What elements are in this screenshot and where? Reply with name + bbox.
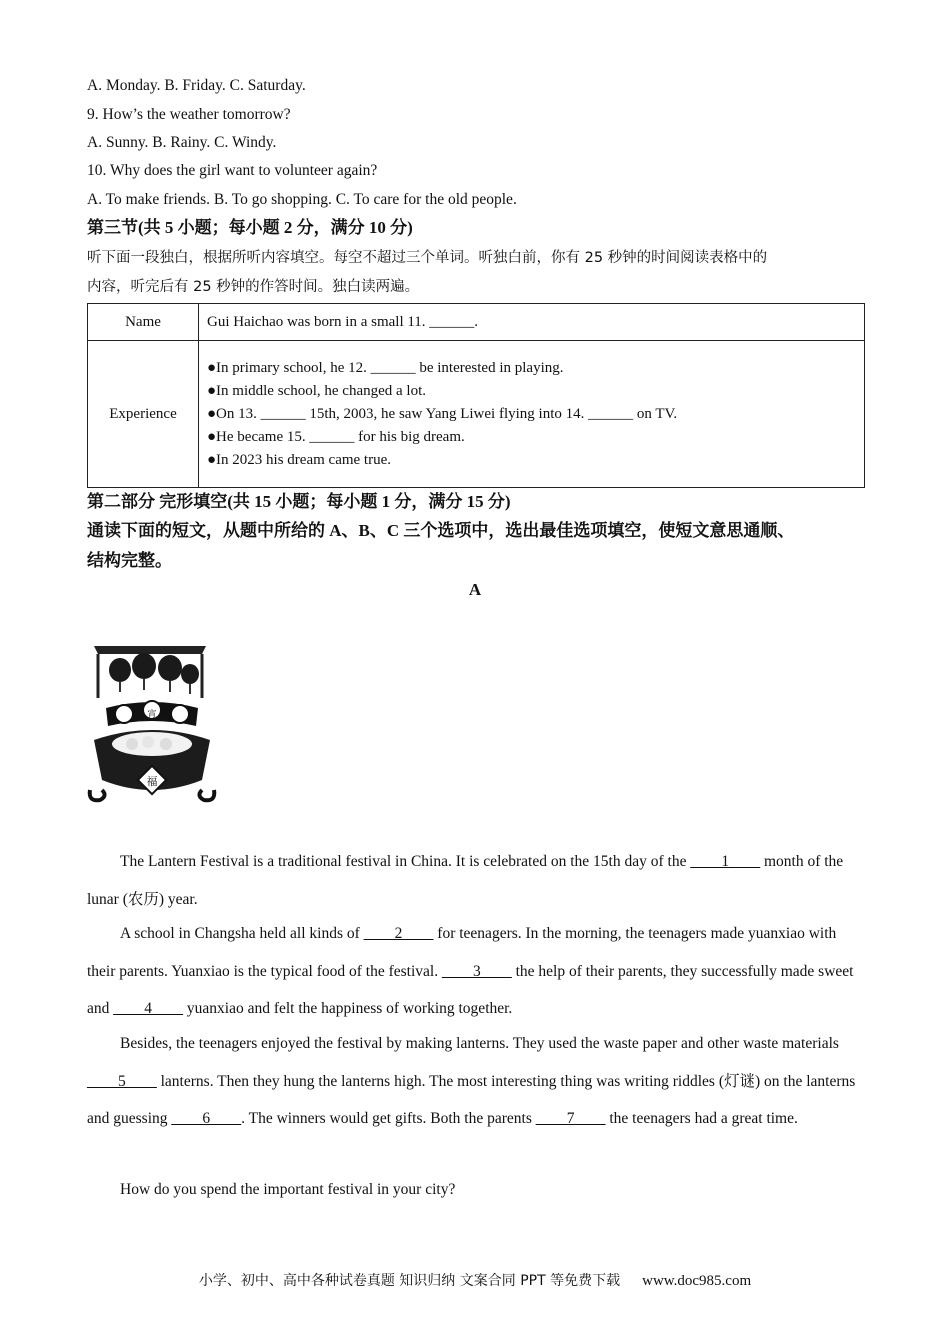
experience-line: ●On 13. ______ 15th, 2003, he saw Yang Liwei flying into 14. ______ on TV. bbox=[207, 405, 678, 422]
passage-text: How do you spend the important festival in your city? bbox=[120, 1181, 456, 1198]
passage-text: yuanxiao and felt the happiness of working together. bbox=[183, 1000, 513, 1017]
passage-text: . The winners would get gifts. Both the parents bbox=[241, 1110, 536, 1127]
passage-text: for teenagers. In the morning, the teenagers made yuanxiao with their parents. Yuanxiao is the typical food of the festival. bbox=[87, 925, 837, 980]
part2-instruction-2: 结构完整。 bbox=[87, 551, 172, 570]
section3-instruction-2: 内容，听完后有 25 秒钟的作答时间。独白读两遍。 bbox=[87, 279, 420, 295]
passage-text: Besides, the teenagers enjoyed the festival by making lanterns. They used the waste paper and other waste materials bbox=[120, 1035, 839, 1052]
section3-instruction-1: 听下面一段独白，根据所听内容填空。每空不超过三个单词。听独白前，你有 25 秒钟的时间阅读表格中的 bbox=[87, 250, 768, 266]
table-head-experience: Experience bbox=[88, 341, 199, 488]
table-cell-name: Gui Haichao was born in a small 11. ______. bbox=[199, 304, 865, 341]
passage-text: the teenagers had a great time. bbox=[605, 1110, 798, 1127]
passage-text: lanterns. Then they hung the lanterns high. The most interesting thing was writing riddles (灯谜) on the lanterns and guessing bbox=[87, 1072, 856, 1127]
part2-heading: 第二部分 完形填空(共 15 小题；每小题 1 分，满分 15 分) bbox=[87, 492, 511, 511]
section3-heading: 第三节(共 5 小题；每小题 2 分，满分 10 分) bbox=[87, 218, 413, 237]
blank-1: ____1____ bbox=[690, 853, 761, 870]
q9-options: A. Sunny. B. Rainy. C. Windy. bbox=[87, 134, 277, 151]
footer-text: 小学、初中、高中各种试卷真题 知识归纳 文案合同 PPT 等免费下载 bbox=[198, 1273, 621, 1289]
part2-instruction-1: 通读下面的短文，从题中所给的 A、B、C 三个选项中，选出最佳选项填空，使短文意思通顺、 bbox=[87, 521, 795, 540]
q9-question: 9. How’s the weather tomorrow? bbox=[87, 106, 291, 123]
q8-options: A. Monday. B. Friday. C. Saturday. bbox=[87, 77, 306, 94]
blank-7: ____7____ bbox=[535, 1110, 606, 1127]
q10-options: A. To make friends. B. To go shopping. C. To care for the old people. bbox=[87, 191, 517, 208]
passage-text: month of the lunar (农历) year. bbox=[87, 853, 844, 908]
passage-text: the help of their parents, they successfully made sweet and bbox=[87, 962, 854, 1017]
experience-line: ●In middle school, he changed a lot. bbox=[207, 382, 427, 399]
passage-text: A school in Changsha held all kinds of bbox=[120, 925, 364, 942]
blank-2: ____2____ bbox=[363, 925, 434, 942]
passage-paragraph-2 bbox=[87, 915, 867, 1028]
badge-text: 元 宵 节 bbox=[135, 710, 169, 720]
passage-paragraph-4 bbox=[87, 1171, 867, 1209]
experience-line: ●In 2023 his dream came true. bbox=[207, 451, 391, 468]
blank-3: ____3____ bbox=[441, 962, 512, 980]
passage-paragraph-1 bbox=[87, 843, 867, 918]
experience-line: ●He became 15. ______ for his big dream. bbox=[207, 428, 465, 445]
passage-title: A bbox=[468, 580, 482, 599]
q10-question: 10. Why does the girl want to volunteer again? bbox=[87, 162, 378, 179]
passage-text: The Lantern Festival is a traditional festival in China. It is celebrated on the 15th day of the bbox=[120, 853, 691, 870]
blank-6: ____6____ bbox=[171, 1110, 242, 1127]
blank-4: ____4____ bbox=[113, 1000, 184, 1017]
seal-text: 福 bbox=[146, 775, 158, 788]
experience-line: ●In primary school, he 12. ______ be interested in playing. bbox=[207, 359, 564, 376]
footer-link[interactable]: www.doc985.com bbox=[642, 1273, 752, 1289]
page-footer bbox=[0, 1270, 950, 1290]
blank-5: ____5____ bbox=[87, 1072, 157, 1090]
lantern-festival-image bbox=[86, 640, 218, 810]
listening-table bbox=[87, 303, 865, 488]
passage-paragraph-3 bbox=[87, 1025, 867, 1138]
table-head-name: Name bbox=[88, 304, 199, 341]
table-cell-experience bbox=[199, 341, 865, 488]
